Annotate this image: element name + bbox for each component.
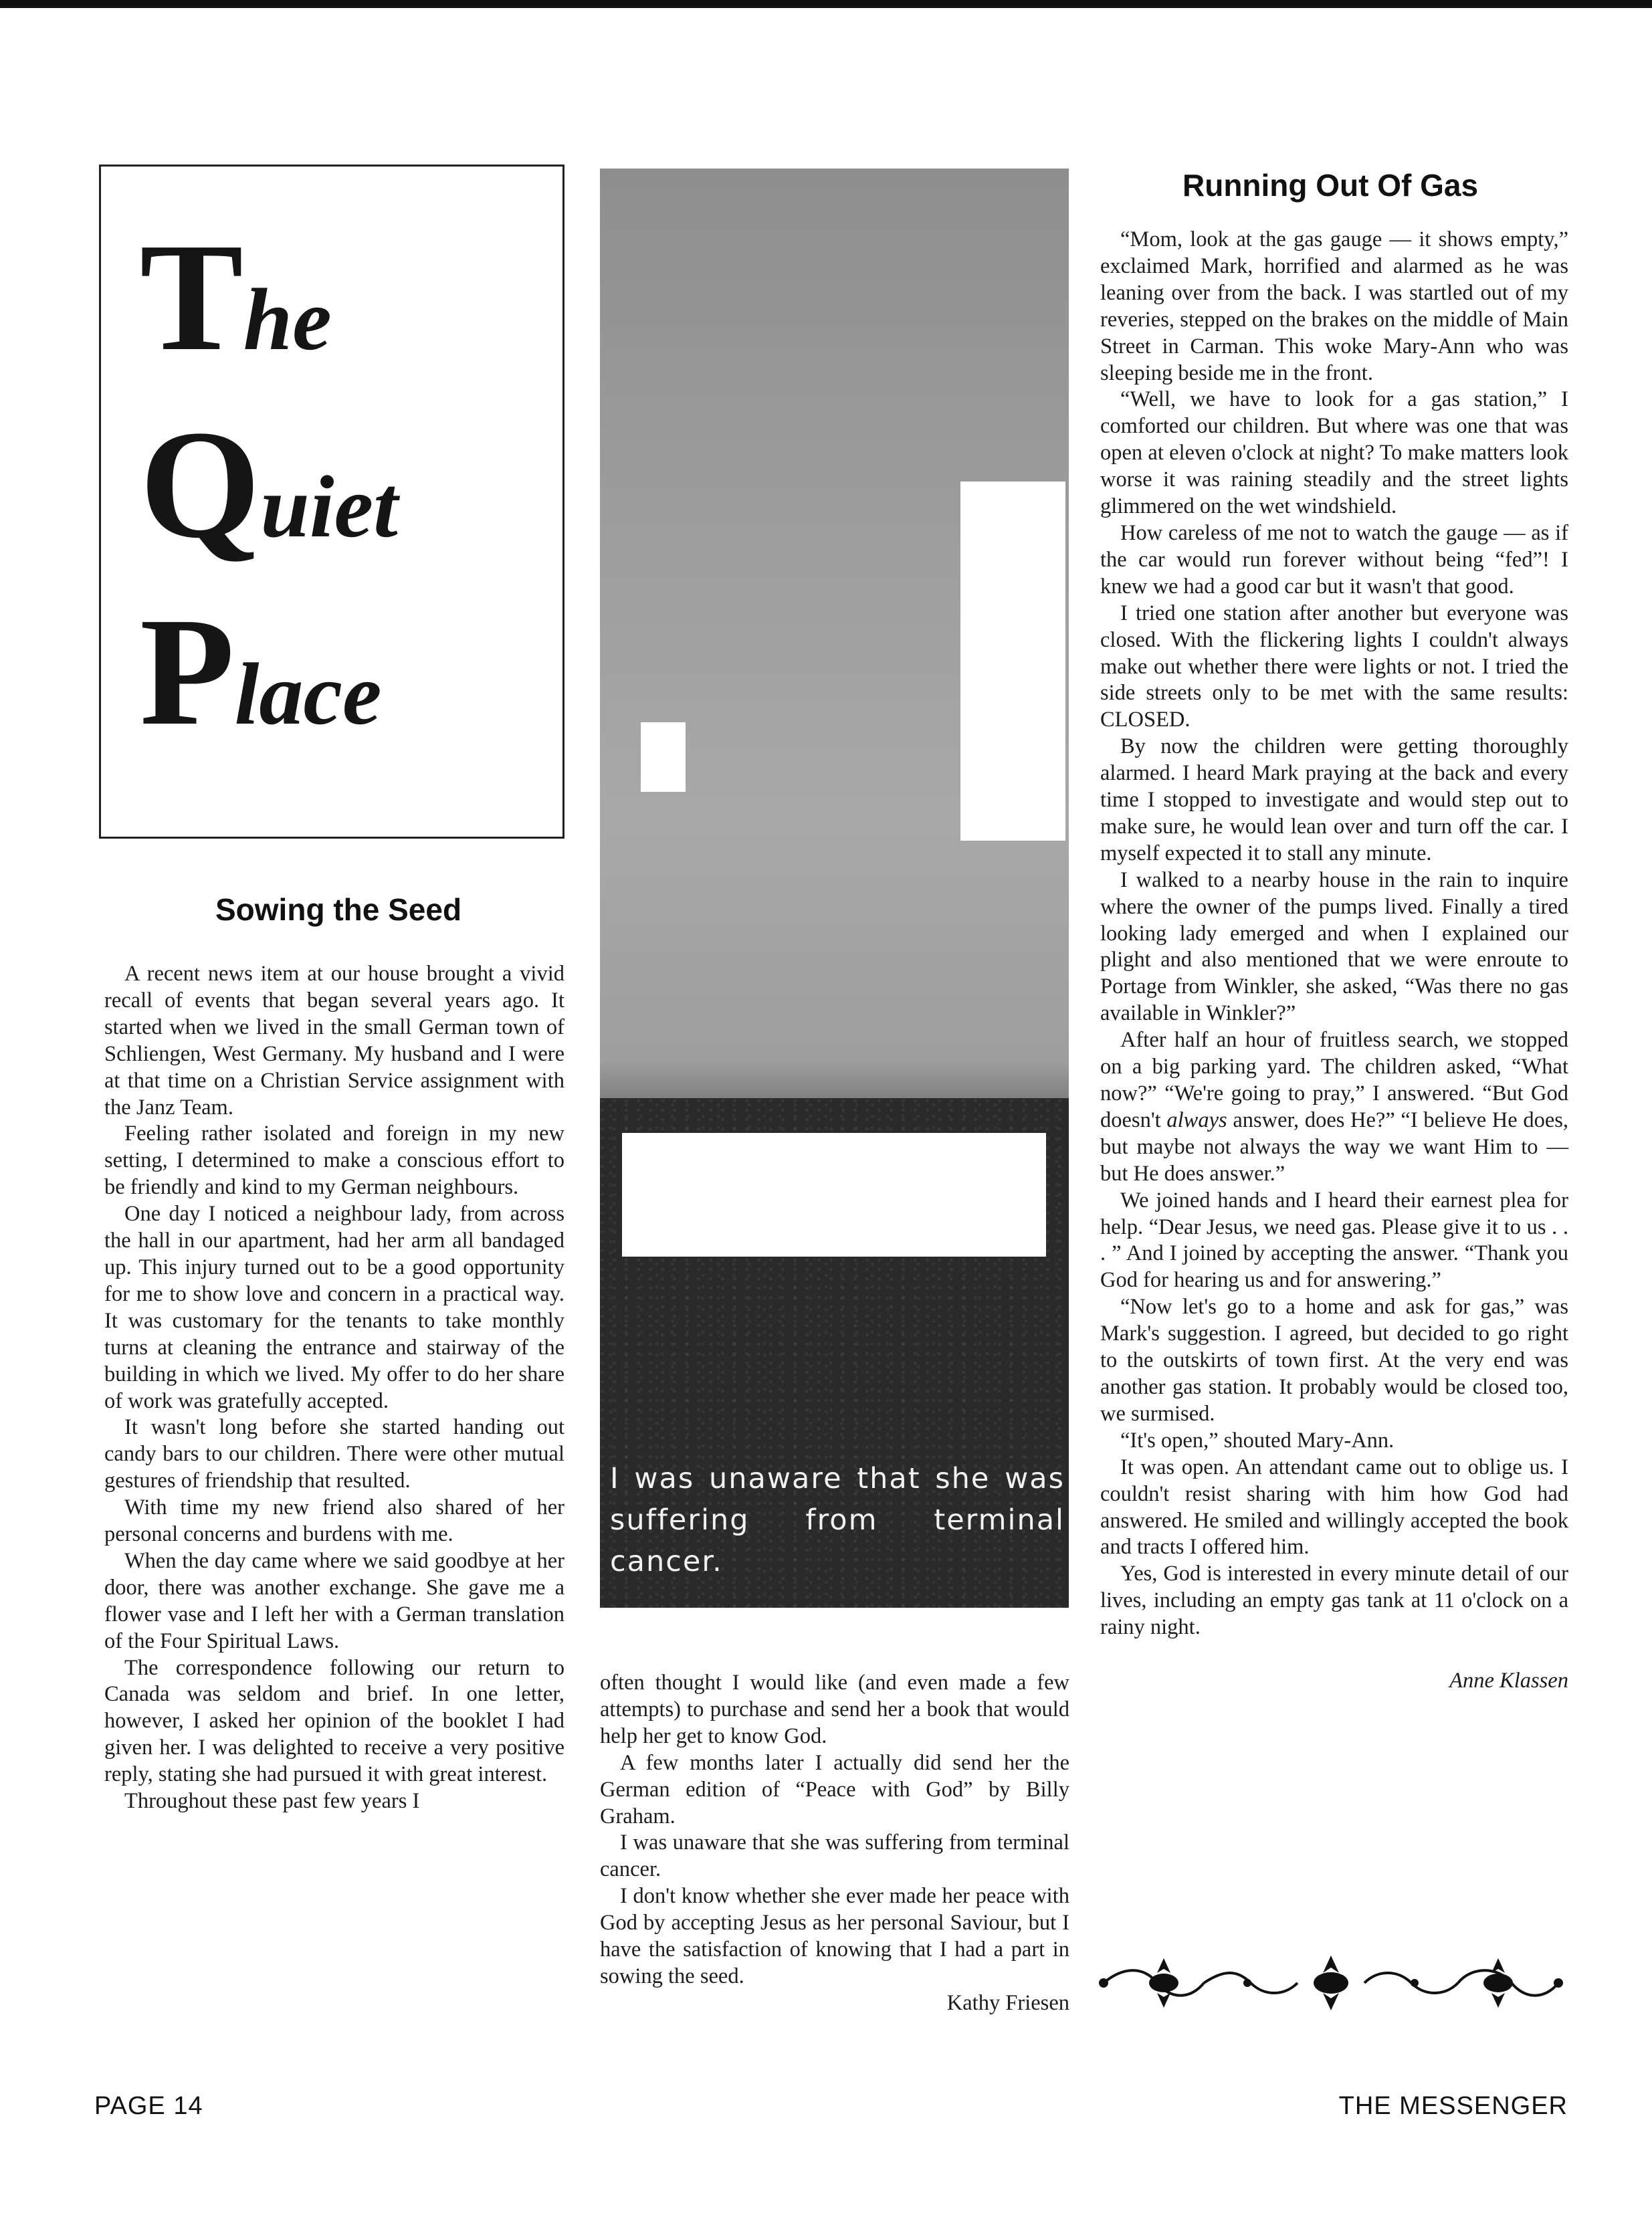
paragraph: often thought I would like (and even made a few attempts) to purchase and send her a book that would help her get to know God. <box>600 1671 1069 1748</box>
paragraph: “It's open,” shouted Mary-Ann. <box>1120 1428 1395 1453</box>
redaction-block <box>622 1133 1046 1257</box>
article-heading-sowing: Sowing the Seed <box>215 892 462 927</box>
decorative-ornament <box>1097 1953 1565 2013</box>
article-sowing-column-2 <box>600 1670 1069 2017</box>
paragraph: How careless of me not to watch the gauge — as if the car would run forever without being “fed”! I knew we had a good car but it wasn't that good. <box>1100 520 1568 599</box>
paragraph-text: After half an hour of fruitless search, we stopped on a big parking yard. The children asked, “What now?” “We're going to pray,” I answered. “But God doesn't <box>1100 1028 1568 1132</box>
paragraph: I don't know whether she ever made her peace with God by accepting Jesus as her personal Saviour, but I have the satisfaction of knowing that I had a part in sowing the seed. <box>600 1884 1069 1988</box>
pull-quote: I was unaware that she was suffering from terminal cancer. <box>610 1462 1065 1578</box>
top-border <box>0 0 1652 8</box>
paragraph: Yes, God is interested in every minute detail of our lives, including an empty gas tank at 11 o'clock on a rainy night. <box>1100 1562 1568 1640</box>
paragraph: It was open. An attendant came out to oblige us. I couldn't resist sharing with him how God had answered. He smiled and willingly accepted the book and tracts I offered him. <box>1100 1455 1568 1560</box>
paragraph: “Now let's go to a home and ask for gas,” was Mark's suggestion. I agreed, but decided to go right to the outskirts of town first. At the very end was another gas station. It probably would be closed too, we surmised. <box>1100 1295 1568 1426</box>
author-signature: Kathy Friesen <box>946 1990 1069 2015</box>
redaction-block <box>960 482 1065 841</box>
landscape-photo <box>600 169 1069 1608</box>
redaction-block <box>641 722 686 792</box>
paragraph: I was unaware that she was suffering from terminal cancer. <box>600 1830 1069 1882</box>
page-number: PAGE 14 <box>94 2092 203 2120</box>
paragraph: One day I noticed a neighbour lady, from across the hall in our apartment, had her arm all bandaged up. This injury turned out to be a good opportunity for me to show love and concern in a practical way. It was customary for the tenants to take monthly turns at cleaning the entrance and stairway of the building in which we lived. My offer to do her share of work was gratefully accepted. <box>104 1202 564 1413</box>
paragraph: “Well, we have to look for a gas station,” I comforted our children. But where was one that was open at eleven o'clock at night? To make matters look worse it was raining steadily and the street lights glimmered on the wet windshield. <box>1100 387 1568 519</box>
emphasis-word: always <box>1166 1108 1227 1132</box>
paragraph: With time my new friend also shared of her personal concerns and burdens with me. <box>104 1495 564 1547</box>
author-signature: Anne Klassen <box>1449 1669 1568 1693</box>
paragraph: By now the children were getting thoroughly alarmed. I heard Mark praying at the back and every time I stopped to investigate and would step out to make sure, he would lean over and turn off the car. I myself expected it to stall any minute. <box>1100 734 1568 865</box>
title-word-place: Place <box>140 586 382 758</box>
paragraph: I walked to a nearby house in the rain to inquire where the owner of the pumps lived. Finally a tired looking lady emerged and when I explained our plight and also mentioned that we were enroute to Portage from Winkler, she asked, “Was there no gas available in Winkler?” <box>1100 867 1568 1026</box>
title-word-the: The <box>140 211 332 383</box>
paragraph: Feeling rather isolated and foreign in my new setting, I determined to make a conscious effort to be friendly and kind to my German neighbours. <box>104 1122 564 1200</box>
title-word-quiet: Quiet <box>140 399 398 570</box>
paragraph <box>1100 1027 1568 1187</box>
section-title-box <box>99 165 564 839</box>
paragraph: The correspondence following our return to Canada was seldom and brief. In one letter, however, I asked her opinion of the booklet I had given her. I was delighted to receive a very positive reply, stating she had pursued it with great interest. <box>104 1655 564 1787</box>
paragraph: I tried one station after another but everyone was closed. With the flickering lights I couldn't always make out whether there were lights or not. I tried the side streets only to be met with the same results: CLOSED. <box>1100 601 1568 732</box>
paragraph: A few months later I actually did send her the German edition of “Peace with God” by Billy Graham. <box>600 1750 1069 1828</box>
paragraph: A recent news item at our house brought a vivid recall of events that began several years ago. It started when we lived in the small German town of Schliengen, West Germany. My husband and I were at that time on a Christian Service assignment with the Janz Team. <box>104 962 564 1120</box>
article-sowing-column-1 <box>104 961 564 1815</box>
paragraph: “Mom, look at the gas gauge — it shows empty,” exclaimed Mark, horrified and alarmed as he was leaning over from the back. I was startled out of my reveries, stepped on the brakes on the middle of Main Street in Carman. This woke Mary-Ann who was sleeping beside me in the front. <box>1100 227 1568 385</box>
paragraph-text: answer, does He?” “I believe He does, but maybe not always the way we want Him to — but He does answer.” <box>1100 1108 1569 1186</box>
publication-name: THE MESSENGER <box>1338 2092 1568 2120</box>
paragraph: It wasn't long before she started handing out candy bars to our children. There were other mutual gestures of friendship that resulted. <box>104 1415 564 1493</box>
article-heading-gas: Running Out Of Gas <box>1182 168 1479 203</box>
paragraph: We joined hands and I heard their earnest plea for help. “Dear Jesus, we need gas. Please give it to us . . . ” And I joined by accepting the answer. “Thank you God for hearing us and for answering.” <box>1100 1188 1568 1293</box>
paragraph: When the day came where we said goodbye at her door, there was another exchange. She gave me a flower vase and I left her with a German translation of the Four Spiritual Laws. <box>104 1548 564 1653</box>
paragraph: Throughout these past few years I <box>124 1789 420 1814</box>
article-gas-column <box>1100 227 1568 1695</box>
